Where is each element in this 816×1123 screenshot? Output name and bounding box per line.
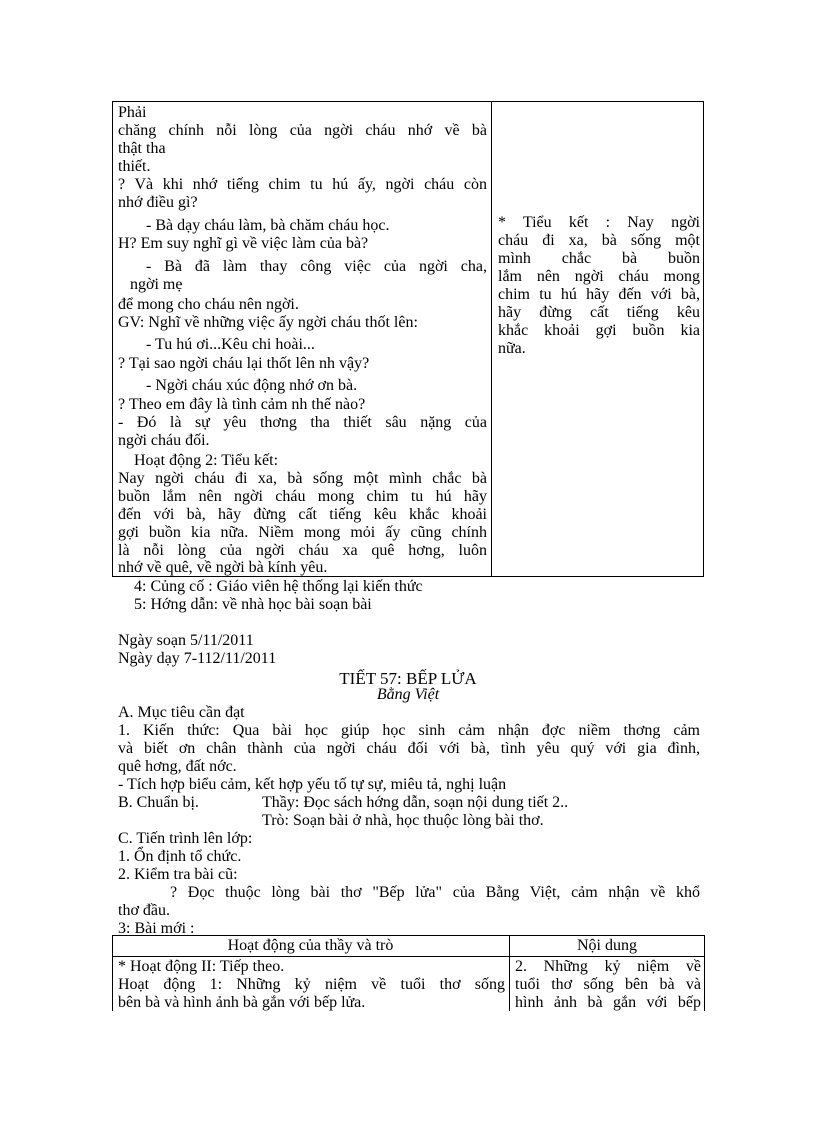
step-1: 1. Ổn định tổ chức. (118, 848, 242, 865)
t1-left-line: chăng chính nỗi lòng của ngời cháu nhớ về bà (118, 122, 487, 139)
t1-left-line: ? Theo em đây là tình cảm nh thế nào? (118, 396, 366, 413)
table-2-header-divider (112, 956, 705, 957)
t1-left-line: - Đó là sự yêu thơng tha thiết sâu nặng của (118, 414, 487, 431)
table-2-header-content: Nội dung (577, 937, 637, 954)
lesson-author: Bằng Việt (376, 686, 440, 703)
t1-left-line: ? Và khi nhớ tiếng chim tu hú ấy, ngời cháu còn (118, 176, 487, 193)
t2-left-line: * Hoạt động II: Tiếp theo. (118, 958, 285, 975)
teaching-date: Ngày dạy 7-112/11/2011 (118, 650, 277, 667)
t1-right-line: hãy đừng cất tiếng kêu (498, 304, 700, 321)
t1-left-line: Phải (118, 104, 147, 121)
t1-left-line: nhớ điều gì? (118, 194, 198, 211)
t1-left-line: ngời mẹ (130, 276, 183, 293)
t2-right-line: tuổi thơ sống bên bà và (515, 976, 701, 993)
t1-left-line: ngời cháu đối. (118, 432, 210, 449)
t1-left-line: - Bà dạy cháu làm, bà chăm cháu học. (146, 217, 390, 234)
t2-left-line: bên bà và hình ảnh bà gắn với bếp lửa. (118, 994, 366, 1011)
knowledge-line: quê hơng, đất nớc. (118, 758, 237, 775)
t1-left-line: thật tha (118, 140, 166, 157)
t2-right-line: 2. Những kỷ niệm về (515, 958, 701, 975)
t1-right-line: nữa. (498, 340, 526, 357)
page-cutoff (100, 1011, 720, 1123)
t1-left-line: gợi buồn kia nữa. Niềm mong mỏi ấy cũng chính (118, 524, 487, 541)
preparation-date: Ngày soạn 5/11/2011 (118, 632, 254, 649)
section-a-heading: A. Mục tiêu cần đạt (118, 704, 245, 721)
t1-left-line: Nay ngời cháu đi xa, bà sống một mình chắc bà (118, 470, 487, 487)
homework-step: 5: Hớng dẫn: về nhà học bài soạn bài (134, 596, 372, 613)
integration-line: - Tích hợp biểu cảm, kết hợp yếu tố tự sự, miêu tả, nghị luận (118, 776, 507, 793)
t1-left-line: là nỗi lòng của ngời cháu xa quê hơng, luôn (118, 542, 487, 559)
t1-left-line: buồn lắm nên ngời cháu mong chim tu hú hãy (118, 488, 487, 505)
t1-left-line: thiết. (118, 158, 151, 175)
t1-left-line: Hoạt động 2: Tiểu kết: (134, 452, 279, 469)
t2-left-line: Hoạt động 1: Những kỷ niệm về tuổi thơ sống (118, 976, 505, 993)
student-preparation: Trò: Soạn bài ở nhà, học thuộc lòng bài thơ. (262, 812, 544, 829)
t1-left-line: nhớ về quê, về ngời bà kính yêu. (118, 559, 328, 576)
table-2-header-activities: Hoạt động của thầy và trò (227, 937, 394, 954)
t1-right-line: khắc khoải gợi buồn kia (498, 322, 700, 339)
t1-left-line: GV: Nghĩ về những việc ấy ngời cháu thốt lên: (118, 314, 418, 331)
review-step: 4: Củng cố : Giáo viên hệ thống lại kiến thức (134, 578, 423, 595)
t1-right-line: cháu đi xa, bà sống một (498, 232, 700, 249)
t1-left-line: H? Em suy nghĩ gì về việc làm của bà? (118, 235, 369, 252)
step-3: 3: Bài mới : (118, 920, 195, 937)
t1-left-line: ? Tại sao ngời cháu lại thốt lên nh vậy? (118, 355, 370, 372)
t1-left-line: - Ngời cháu xúc động nhớ ơn bà. (146, 377, 358, 394)
t1-left-line: để mong cho cháu nên ngời. (118, 296, 299, 313)
t1-right-line: * Tiểu kết : Nay ngời (498, 214, 700, 231)
step-2: 2. Kiểm tra bài cũ: (118, 866, 238, 883)
t1-left-line: đến với bà, hãy đừng cất tiếng kêu khắc khoải (118, 506, 487, 523)
teacher-preparation: Thầy: Đọc sách hớng dẫn, soạn nội dung tiết 2.. (262, 794, 569, 811)
section-b-heading: B. Chuẩn bị. (118, 794, 199, 811)
t1-right-line: chim tu hú hãy đến với bà, (498, 286, 700, 303)
t1-right-line: lắm nên ngời cháu mong (498, 268, 700, 285)
section-c-heading: C. Tiến trình lên lớp: (118, 830, 253, 847)
knowledge-line: 1. Kiến thức: Qua bài học giúp học sinh cảm nhận đợc niềm thơng cảm (118, 722, 700, 739)
t1-left-line: - Bà đã làm thay công việc của ngời cha, (146, 258, 487, 275)
review-question: ? Đọc thuộc lòng bài thơ "Bếp lửa" của Bằng Việt, cảm nhận về khổ (170, 884, 700, 901)
t1-right-line: mình chắc bà buồn (498, 250, 700, 267)
table-1-column-divider (491, 101, 492, 577)
review-question: thơ đầu. (118, 902, 171, 919)
lesson-title: TIẾT 57: BẾP LỬA (339, 669, 477, 688)
t1-left-line: - Tu hú ơi...Kêu chi hoài... (146, 336, 315, 353)
t2-right-line: hình ảnh bà gắn với bếp (515, 994, 701, 1011)
knowledge-line: và biết ơn chân thành của ngời cháu đối với bà, tình yêu quý với gia đình, (118, 740, 700, 757)
